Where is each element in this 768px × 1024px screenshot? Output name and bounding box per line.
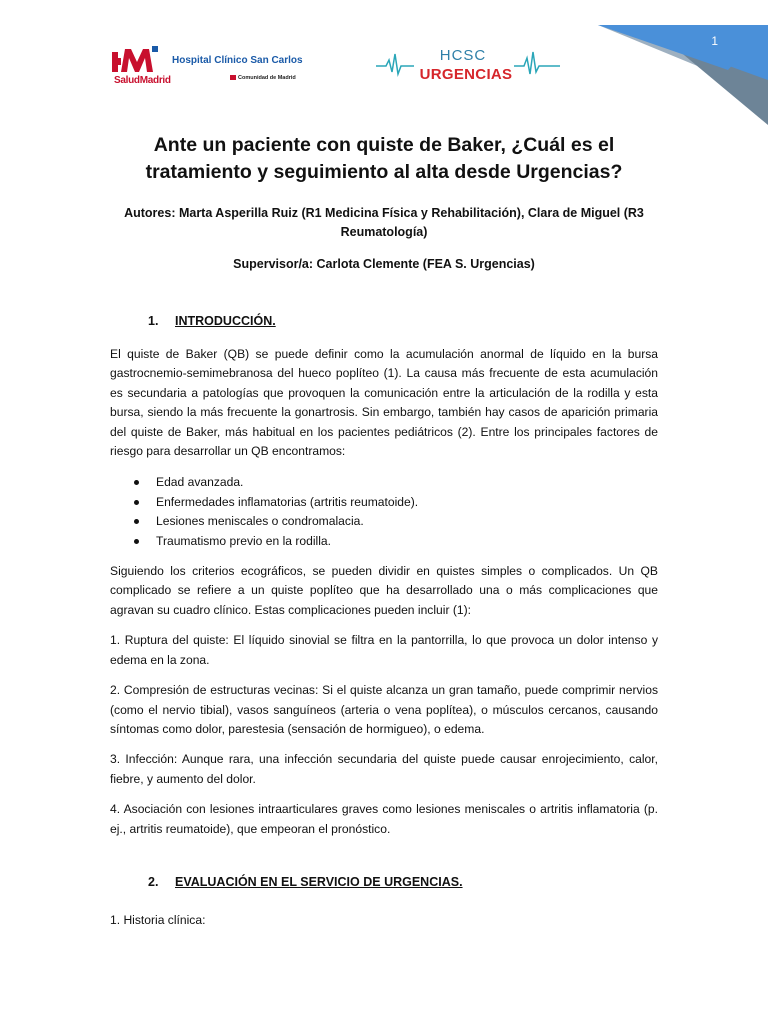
section-number: 2.: [148, 874, 159, 889]
list-item: Edad avanzada.: [156, 473, 658, 492]
list-item: Enfermedades inflamatorias (artritis reumatoide).: [156, 493, 658, 512]
criteria-paragraph: Siguiendo los criterios ecográficos, se pueden dividir en quistes simples o complicados. Un QB complicado se refiere a un quiste poplíteo que ha desarrollado una o más complicaciones que agravan su cuadro clínico. Estas complicaciones pueden incluir (1):: [110, 564, 658, 617]
salud-madrid-logo-icon: [112, 46, 164, 76]
document-body: [110, 132, 658, 930]
section-number: 1.: [148, 314, 159, 328]
complication-paragraph: 1. Ruptura del quiste: El líquido sinovial se filtra en la pantorrilla, lo que provoca un dolor intenso y edema en la zona.: [110, 633, 658, 667]
complication-paragraph: 4. Asociación con lesiones intraarticulares graves como lesiones meniscales o artritis inflamatoria (p. ej., artritis reumatoide), que empeoran el pronóstico.: [110, 802, 658, 836]
hospital-logo: [112, 46, 312, 88]
historia-clinica-item: 1. Historia clínica:: [110, 912, 206, 927]
section-label: EVALUACIÓN EN EL SERVICIO DE URGENCIAS.: [175, 874, 463, 889]
list-item: Traumatismo previo en la rodilla.: [156, 532, 658, 551]
complication-paragraph: 2. Compresión de estructuras vecinas: Si el quiste alcanza un gran tamaño, puede comprimir nervios (como el nervio tibial), vasos sanguíneos (arteria o vena poplítea), o músculos cercanos, causando síntomas como dolor, parestesia (sensación de hormigueo), o edema.: [110, 683, 658, 736]
hcsc-text: HCSC: [439, 47, 487, 64]
salud-madrid-text: SaludMadrid: [114, 75, 171, 86]
section-heading-evaluacion: [110, 875, 658, 889]
document-title: Ante un paciente con quiste de Baker, ¿Cuál es el tratamiento y seguimiento al alta desde Urgencias?: [145, 134, 623, 183]
list-item: Lesiones meniscales o condromalacia.: [156, 512, 658, 531]
comunidad-madrid-text: Comunidad de Madrid: [230, 75, 296, 81]
urgencias-logo: [374, 44, 562, 90]
risk-factors-list: [110, 473, 658, 551]
corner-decoration: [568, 0, 768, 125]
hospital-name: Hospital Clínico San Carlos: [172, 55, 303, 66]
intro-paragraph: El quiste de Baker (QB) se puede definir como la acumulación anormal de líquido en la bursa gastrocnemio-semimebranosa del hueco poplíteo (1). La causa más frecuente de esta acumulación es secundaria a patologías que provoquen la comunicación entre la articulación de la rodilla y esta bursa, siendo la más frecuente la gonartrosis. Sin embargo, también hay casos de aparición primaria del quiste de Baker, más habitual en los pacientes pediátricos (2). Entre los principales factores de riesgo para desarrollar un QB encontramos:: [110, 347, 658, 459]
complication-paragraph: 3. Infección: Aunque rara, una infección secundaria del quiste puede causar enrojecimiento, calor, fiebre, y aumento del dolor.: [110, 752, 658, 786]
supervisor-line: Supervisor/a: Carlota Clemente (FEA S. Urgencias): [233, 257, 535, 271]
page-number: 1: [711, 34, 718, 48]
urgencias-text: URGENCIAS: [419, 66, 513, 83]
section-heading-introduccion: [110, 314, 658, 328]
section-label: INTRODUCCIÓN.: [175, 314, 276, 328]
authors-line: Autores: Marta Asperilla Ruiz (R1 Medicina Física y Rehabilitación), Clara de Miguel (R3 Reumatología): [124, 206, 644, 239]
